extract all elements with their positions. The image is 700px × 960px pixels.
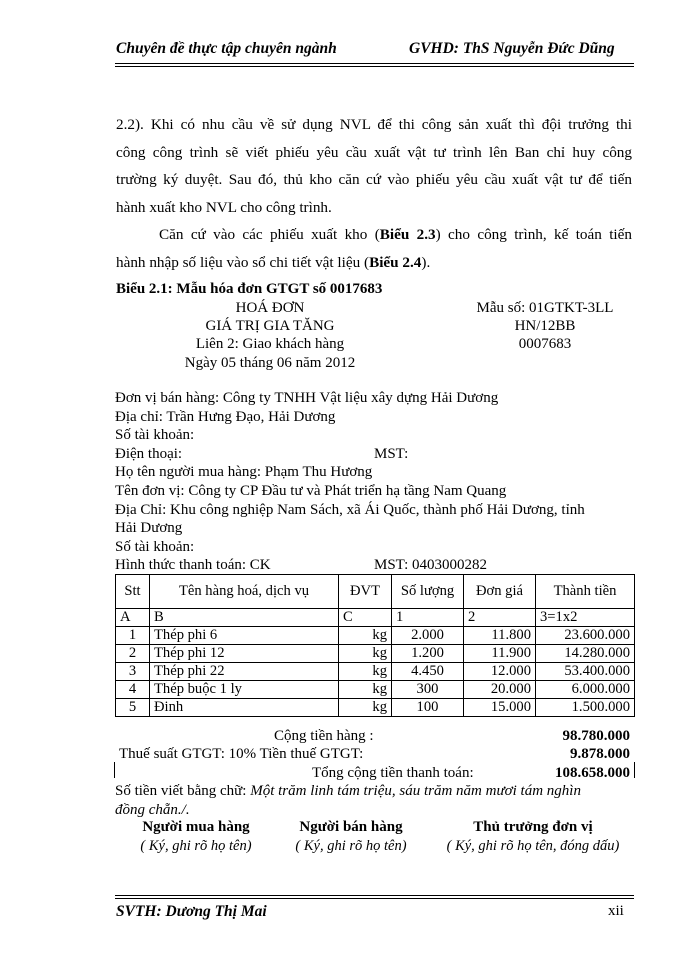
buyer-tax: MST: 0403000282 (374, 557, 488, 573)
signature-seller-note: ( Ký, ghi rõ họ tên) (295, 838, 407, 854)
column-header: Đơn giá (464, 575, 536, 609)
table-cell: Đinh (150, 699, 339, 717)
table-cell: 4 (116, 681, 150, 699)
table-cell: 3 (116, 663, 150, 681)
subtotal-value: 98.780.000 (562, 728, 630, 744)
table-cell: kg (339, 645, 392, 663)
table-cell: kg (339, 627, 392, 645)
invoice-series: HN/12BB (514, 318, 576, 334)
vat-label: Thuế suất GTGT: 10% Tiền thuế GTGT: (119, 746, 364, 762)
column-header: Tên hàng hoá, dịch vụ (150, 575, 339, 609)
table-cell: 53.400.000 (536, 663, 635, 681)
table-cell: A (116, 609, 150, 627)
amount-in-words-cont: đồng chẵn./. (115, 802, 190, 818)
footer-rule-thin (115, 898, 634, 899)
table-cell: 15.000 (464, 699, 536, 717)
signature-director-note: ( Ký, ghi rõ họ tên, đóng dấu) (446, 838, 620, 854)
paragraph-line: hành nhập số liệu vào sổ chi tiết vật liệu (Biểu 2.4). (116, 253, 431, 271)
table-cell: Thép phi 6 (150, 627, 339, 645)
column-header: Số lượng (392, 575, 464, 609)
invoice-number: 0007683 (518, 336, 572, 352)
table-code-row (116, 609, 635, 627)
table-cell: 300 (392, 681, 464, 699)
table-cell: 3=1x2 (536, 609, 635, 627)
table-row (116, 699, 635, 717)
items-table (115, 574, 635, 717)
column-header: ĐVT (339, 575, 392, 609)
buyer-address-cont: Hải Dương (115, 520, 183, 536)
table-cell: Thép buộc 1 ly (150, 681, 339, 699)
table-cell: 2.000 (392, 627, 464, 645)
footer-left: SVTH: Dương Thị Mai (116, 903, 267, 920)
table-cell: Thép phi 12 (150, 645, 339, 663)
table-row (116, 627, 635, 645)
header-left: Chuyên đề thực tập chuyên ngành (116, 40, 337, 57)
column-header: Stt (116, 575, 150, 609)
header-right: GVHD: ThS Nguyễn Đức Dũng (409, 40, 615, 57)
table-cell: kg (339, 681, 392, 699)
seller-line: Đơn vị bán hàng: Công ty TNHH Vật liệu xây dựng Hải Dương (115, 390, 499, 406)
table-cell: 1.200 (392, 645, 464, 663)
table-cell: 11.900 (464, 645, 536, 663)
vat-value: 9.878.000 (570, 746, 630, 762)
buyer-address: Địa Chỉ: Khu công nghiệp Nam Sách, xã Ái Quốc, thành phố Hải Dương, tỉnh (115, 502, 585, 518)
seller-tax: MST: (374, 446, 409, 462)
table-cell: 1.500.000 (536, 699, 635, 717)
buyer-name: Họ tên người mua hàng: Phạm Thu Hương (115, 464, 373, 480)
header-rule (115, 63, 634, 64)
table-cell: 2 (464, 609, 536, 627)
invoice-caption: Biểu 2.1: Mẫu hóa đơn GTGT số 0017683 (116, 281, 383, 297)
totals-left-bar (114, 762, 115, 778)
signature-buyer-note: ( Ký, ghi rõ họ tên) (140, 838, 252, 854)
paragraph-1 (116, 111, 632, 221)
table-cell: 23.600.000 (536, 627, 635, 645)
table-cell: 2 (116, 645, 150, 663)
paragraph-line: hành xuất kho NVL cho công trình. (116, 198, 332, 216)
table-cell: 14.280.000 (536, 645, 635, 663)
buyer-account: Số tài khoản: (115, 539, 195, 555)
signature-buyer-title: Người mua hàng (142, 819, 250, 835)
grand-total-label: Tổng cộng tiền thanh toán: (312, 765, 474, 781)
footer-rule (115, 895, 634, 896)
signature-director-title: Thủ trưởng đơn vị (473, 819, 593, 835)
table-cell: 100 (392, 699, 464, 717)
amount-in-words: Số tiền viết bằng chữ: Một trăm linh tám triệu, sáu trăm năm mươi tám nghìn (115, 783, 581, 799)
table-cell: Thép phi 22 (150, 663, 339, 681)
totals-right-bar (634, 762, 635, 778)
subtotal-label: Cộng tiền hàng : (274, 728, 374, 744)
table-row (116, 681, 635, 699)
table-cell: B (150, 609, 339, 627)
table-row (116, 663, 635, 681)
invoice-copy: Liên 2: Giao khách hàng (195, 336, 345, 352)
invoice-date: Ngày 05 tháng 06 năm 2012 (184, 355, 356, 371)
table-cell: C (339, 609, 392, 627)
payment-method: Hình thức thanh toán: CK (115, 557, 271, 573)
table-cell: 12.000 (464, 663, 536, 681)
table-cell: 20.000 (464, 681, 536, 699)
table-cell: 4.450 (392, 663, 464, 681)
invoice-form-no: Mẫu số: 01GTKT-3LL (476, 300, 614, 316)
seller-phone: Điện thoại: (115, 446, 183, 462)
table-cell: 6.000.000 (536, 681, 635, 699)
table-cell: 1 (116, 627, 150, 645)
seller-address: Địa chỉ: Trần Hưng Đạo, Hải Dương (115, 409, 336, 425)
table-cell: 11.800 (464, 627, 536, 645)
header-rule-thin (115, 66, 634, 67)
table-cell: kg (339, 699, 392, 717)
column-header: Thành tiền (536, 575, 635, 609)
paragraph-line: Căn cứ vào các phiếu xuất kho (Biểu 2.3) cho công trình, kế toán tiến (159, 226, 632, 243)
buyer-unit: Tên đơn vị: Công ty CP Đầu tư và Phát triển hạ tầng Nam Quang (115, 483, 507, 499)
signature-seller-title: Người bán hàng (299, 819, 403, 835)
table-cell: 5 (116, 699, 150, 717)
paragraph-line: trường ký duyệt. Sau đó, thủ kho căn cứ vào phiếu yêu cầu xuất vật tư để tiến (116, 171, 632, 188)
invoice-subtitle: GIÁ TRỊ GIA TĂNG (205, 318, 335, 334)
paragraph-2 (116, 221, 632, 276)
paragraph-line: 2.2). Khi có nhu cầu về sử dụng NVL để thi công sản xuất thì đội trưởng thi (116, 116, 632, 133)
table-row (116, 645, 635, 663)
grand-total-value: 108.658.000 (555, 765, 630, 781)
table-cell: 1 (392, 609, 464, 627)
seller-account: Số tài khoản: (115, 427, 195, 443)
table-header-row (116, 575, 635, 609)
page-number: xii (608, 903, 624, 919)
table-cell: kg (339, 663, 392, 681)
paragraph-line: công công trình sẽ viết phiếu yêu cầu xuất vật tư trình lên Ban chỉ huy công (116, 143, 632, 161)
invoice-title: HOÁ ĐƠN (235, 300, 305, 316)
